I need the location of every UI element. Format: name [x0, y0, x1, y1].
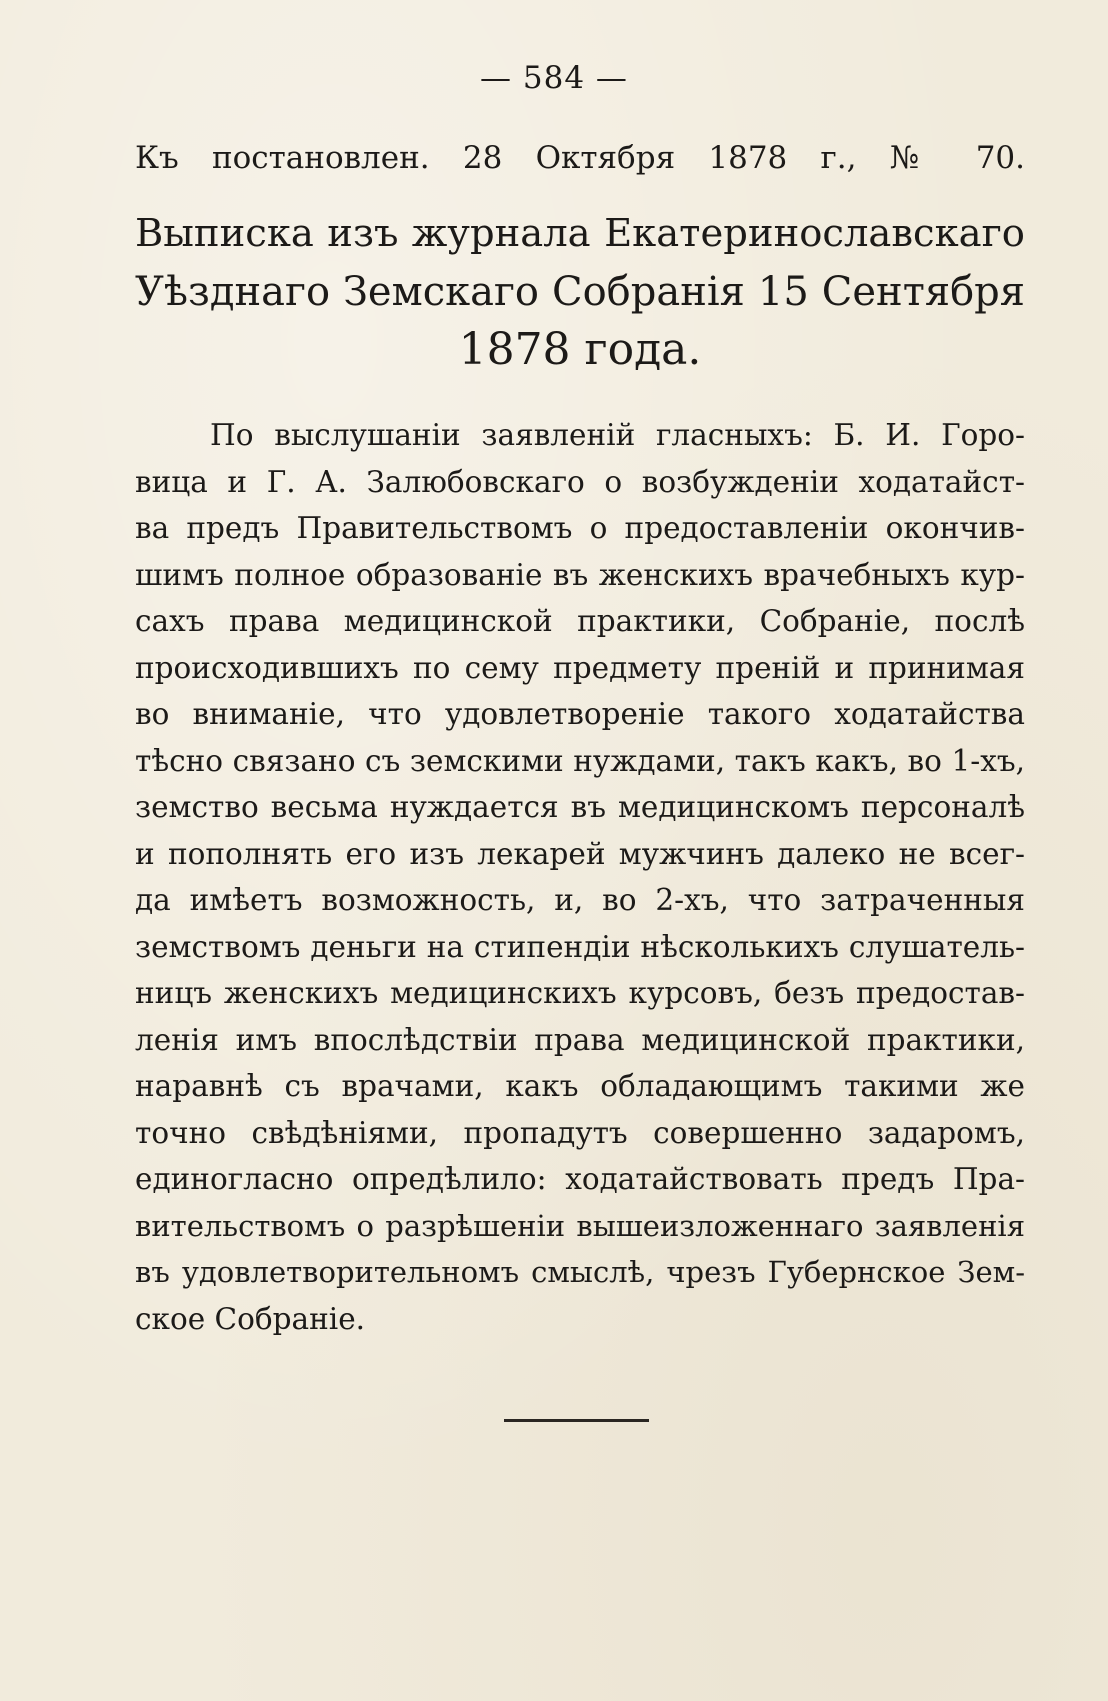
body-line: наравнѣ съ врачами, какъ обладающимъ такими же	[135, 1069, 1025, 1103]
body-line: единогласно опредѣлило: ходатайствовать предъ Пра-	[135, 1162, 1025, 1196]
body-line: въ удовлетворительномъ смыслѣ, чрезъ Губернское Зем-	[135, 1255, 1025, 1289]
heading-line: Уѣзднаго Земскаго Собранія 15 Сентября	[135, 269, 1025, 315]
closing-rule	[504, 1419, 649, 1422]
body-line: ницъ женскихъ медицинскихъ курсовъ, безъ предостав-	[135, 976, 1025, 1010]
body-line: ленія имъ впослѣдствіи права медицинской практики,	[135, 1022, 1025, 1057]
body-line: вица и Г. А. Залюбовскаго о возбужденіи ходатайст-	[135, 464, 1025, 499]
body-line: ское Собраніе.	[135, 1301, 366, 1336]
body-line: земство весьма нуждается въ медицинскомъ персоналѣ	[135, 790, 1025, 824]
body-line: происходившихъ по сему предмету преній и принимая	[135, 650, 1025, 685]
reference-line: Къ постановлен. 28 Октября 1878 г., № 70.	[135, 140, 1025, 176]
body-line: во вниманіе, что удовлетвореніе такого ходатайства	[135, 697, 1025, 731]
heading-line: 1878 года.	[458, 324, 702, 375]
heading-line: Выписка изъ журнала Екатеринославскаго	[135, 211, 1025, 256]
document-heading	[135, 205, 1025, 379]
body-line: вительствомъ о разрѣшеніи вышеизложеннаго заявленія	[135, 1208, 1025, 1243]
body-line: земствомъ деньги на стипендіи нѣсколькихъ слушатель-	[135, 929, 1025, 964]
body-line: тѣсно связано съ земскими нуждами, такъ какъ, во 1-хъ,	[135, 743, 1025, 778]
body-line: ва предъ Правительствомъ о предоставленіи окончив-	[135, 511, 1025, 545]
page-number: — 584 —	[480, 60, 628, 96]
body-line: сахъ права медицинской практики, Собраніе, послѣ	[135, 604, 1025, 638]
body-line: да имѣетъ возможность, и, во 2-хъ, что затраченныя	[135, 883, 1025, 917]
body-line: шимъ полное образованіе въ женскихъ врачебныхъ кур-	[135, 557, 1025, 592]
body-paragraph	[135, 412, 1025, 1342]
body-line: и пополнять его изъ лекарей мужчинъ далеко не всег-	[135, 836, 1025, 871]
body-line: точно свѣдѣніями, пропадутъ совершенно задаромъ,	[135, 1115, 1025, 1150]
body-line: По выслушаніи заявленій гласныхъ: Б. И. Горо-	[210, 418, 1025, 452]
